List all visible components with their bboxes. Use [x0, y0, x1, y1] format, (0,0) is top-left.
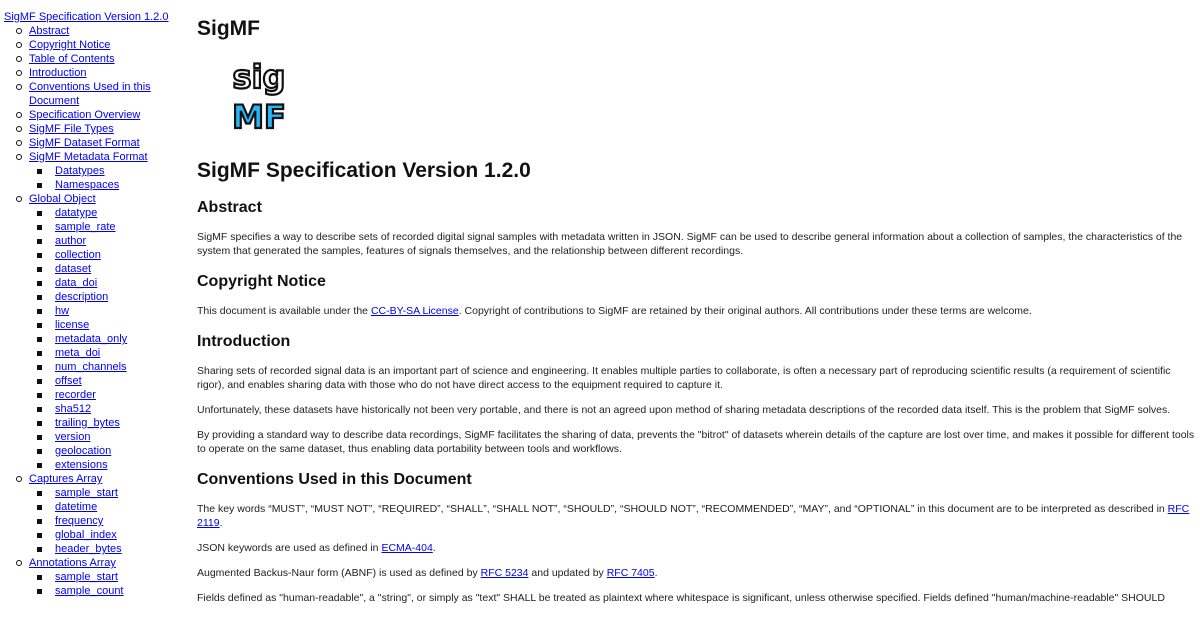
logo-text-bottom: MF: [232, 98, 286, 136]
toc-link[interactable]: Copyright Notice: [29, 39, 111, 51]
toc-subitem: [29, 388, 172, 402]
conventions-p3-end: .: [654, 567, 658, 579]
toc-sublink[interactable]: datatype: [55, 207, 98, 219]
rfc-2119-link[interactable]: RFC 2119: [197, 503, 1190, 529]
toc-subitem: [29, 164, 172, 178]
toc-item: [0, 136, 172, 150]
conventions-p2-end: .: [432, 542, 436, 554]
toc-link[interactable]: Global Object: [29, 193, 96, 205]
ecma-404-link[interactable]: ECMA-404: [381, 542, 433, 554]
table-of-contents-sidebar: [0, 0, 172, 600]
document-sections: [197, 196, 1200, 617]
section-conventions: [197, 468, 1200, 605]
toc-sublink[interactable]: author: [55, 235, 87, 247]
toc-sublink[interactable]: metadata_only: [55, 333, 128, 345]
copyright-paragraph: [197, 304, 1200, 318]
toc-subitem: [29, 332, 172, 346]
toc-subitem: [29, 262, 172, 276]
toc-link[interactable]: Abstract: [29, 25, 70, 37]
toc-sublink[interactable]: collection: [55, 249, 101, 261]
conventions-p1-end: .: [219, 517, 223, 529]
toc-item: [0, 108, 172, 122]
toc-sublist: [0, 570, 172, 598]
toc-subitem: [29, 374, 172, 388]
toc-link[interactable]: Captures Array: [29, 473, 103, 485]
toc-sublink[interactable]: offset: [55, 375, 82, 387]
toc-item: [0, 122, 172, 136]
toc-subitem: [29, 514, 172, 528]
section-copyright: [197, 270, 1200, 318]
toc-subitem: [29, 248, 172, 262]
toc-sublink[interactable]: license: [55, 319, 90, 331]
toc-subitem: [29, 234, 172, 248]
conventions-paragraph-1: [197, 502, 1200, 530]
toc-item: [0, 472, 172, 556]
toc-sublink[interactable]: extensions: [55, 459, 108, 471]
toc-item: [0, 38, 172, 52]
toc-link[interactable]: SigMF Metadata Format: [29, 151, 148, 163]
toc-link[interactable]: Specification Overview: [29, 109, 141, 121]
rfc-7405-link[interactable]: RFC 7405: [606, 567, 655, 579]
toc-sublink[interactable]: global_index: [55, 529, 117, 541]
toc-sublink[interactable]: sha512: [55, 403, 92, 415]
heading-introduction: Introduction: [197, 333, 291, 350]
toc-list: [0, 24, 172, 598]
toc-link[interactable]: Conventions Used in this Document: [29, 81, 151, 107]
toc-link[interactable]: Table of Contents: [29, 53, 115, 65]
toc-sublink[interactable]: header_bytes: [55, 543, 122, 555]
main-content: [197, 0, 1200, 604]
toc-sublink[interactable]: recorder: [55, 389, 96, 401]
toc-sublink[interactable]: sample_start: [55, 487, 118, 499]
toc-sublink[interactable]: Datatypes: [55, 165, 105, 177]
heading-conventions: Conventions Used in this Document: [197, 471, 472, 488]
toc-sublink[interactable]: dataset: [55, 263, 92, 275]
conventions-paragraph-4: Fields defined as "human-readable", a "string", or simply as "text" SHALL be treated as plaintext where whitespace is significant, unless otherwise specified. Fields defined "human/machine-readable" SHOULD: [197, 592, 1165, 604]
sigmf-logo: [219, 58, 299, 138]
toc-sublink[interactable]: frequency: [55, 515, 104, 527]
toc-link[interactable]: Introduction: [29, 67, 87, 79]
toc-sublink[interactable]: num_channels: [55, 361, 127, 373]
introduction-paragraph-1: Sharing sets of recorded signal data is an important part of science and engineering. It enables multiple parties to collaborate, is often a necessary part of reproducing scientific results (a requirement of scientific rigor), and enables sharing data with those who do not have direct access to the equipment required to capture it.: [197, 365, 1171, 391]
toc-item: [0, 150, 172, 192]
toc-subitem: [29, 542, 172, 556]
section-abstract: [197, 196, 1200, 258]
toc-sublink[interactable]: Namespaces: [55, 179, 120, 191]
section-introduction: [197, 330, 1200, 456]
toc-subitem: [29, 584, 172, 598]
toc-sublink[interactable]: description: [55, 291, 109, 303]
toc-subitem: [29, 402, 172, 416]
site-title: SigMF: [197, 17, 260, 40]
conventions-paragraph-3: [197, 566, 1200, 580]
toc-subitem: [29, 346, 172, 360]
toc-sublist: [0, 486, 172, 556]
toc-subitem: [29, 486, 172, 500]
toc-link[interactable]: Annotations Array: [29, 557, 116, 569]
toc-sublist: [0, 206, 172, 472]
toc-subitem: [29, 290, 172, 304]
document-title: SigMF Specification Version 1.2.0: [197, 159, 531, 182]
cc-by-sa-license-link[interactable]: CC-BY-SA License: [370, 305, 459, 317]
conventions-paragraph-2: [197, 541, 1200, 555]
toc-subitem: [29, 220, 172, 234]
toc-sublink[interactable]: datetime: [55, 501, 98, 513]
toc-subitem: [29, 318, 172, 332]
toc-sublink[interactable]: sample_start: [55, 571, 118, 583]
toc-item: [0, 556, 172, 598]
conventions-p2-text: JSON keywords are used as defined in: [197, 542, 382, 554]
toc-item: [0, 80, 172, 108]
toc-subitem: [29, 458, 172, 472]
copyright-text-post: . Copyright of contributions to SigMF are retained by their original authors. All contributions under these terms are welcome.: [458, 305, 1032, 317]
toc-sublink[interactable]: sample_rate: [55, 221, 116, 233]
toc-subitem: [29, 500, 172, 514]
toc-item: [0, 52, 172, 66]
conventions-p3-mid: and updated by: [528, 567, 607, 579]
toc-sublink[interactable]: geolocation: [55, 445, 112, 457]
logo-text-top: sig: [232, 58, 286, 96]
introduction-paragraph-2: Unfortunately, these datasets have historically not been very portable, and there is not an agreed upon method of sharing metadata descriptions of the recorded data itself. This is the problem that SigMF solves.: [197, 404, 1171, 416]
toc-subitem: [29, 206, 172, 220]
toc-sublink[interactable]: meta_doi: [55, 347, 101, 359]
toc-link-root[interactable]: SigMF Specification Version 1.2.0: [4, 11, 169, 23]
toc-subitem: [29, 570, 172, 584]
toc-item: [0, 24, 172, 38]
toc-sublink[interactable]: sample_count: [55, 585, 124, 597]
toc-sublink[interactable]: trailing_bytes: [55, 417, 120, 429]
toc-item: [0, 192, 172, 472]
toc-sublink[interactable]: data_doi: [55, 277, 98, 289]
conventions-p1-text: The key words “MUST”, “MUST NOT”, “REQUIRED”, “SHALL”, “SHALL NOT”, “SHOULD”, “SHOULD NOT”, “RECOMMENDED”, “MAY”, and “OPTIONAL” in this document are to be interpreted as described in: [197, 503, 1168, 515]
toc-subitem: [29, 360, 172, 374]
toc-subitem: [29, 444, 172, 458]
toc-sublink[interactable]: version: [55, 431, 91, 443]
toc-sublink[interactable]: hw: [55, 305, 70, 317]
toc-subitem: [29, 276, 172, 290]
toc-item: [0, 66, 172, 80]
rfc-5234-link[interactable]: RFC 5234: [480, 567, 529, 579]
toc-subitem: [29, 430, 172, 444]
copyright-text-pre: This document is available under the: [197, 305, 371, 317]
toc-link[interactable]: SigMF Dataset Format: [29, 137, 140, 149]
toc-subitem: [29, 416, 172, 430]
toc-subitem: [29, 178, 172, 192]
abstract-paragraph: SigMF specifies a way to describe sets of recorded digital signal samples with metadata written in JSON. SigMF can be used to describe general information about a collection of samples, the characteristics of the system that generated the samples, features of signals themselves, and the relationship between different recordings.: [197, 231, 1183, 257]
toc-subitem: [29, 304, 172, 318]
introduction-paragraph-3: By providing a standard way to describe data recordings, SigMF facilitates the sharing of data, prevents the "bitrot" of datasets wherein details of the capture are lost over time, and makes it possible for different tools to operate on the same dataset, thus enabling data portability between tools and workflows.: [197, 429, 1195, 455]
heading-abstract: Abstract: [197, 199, 262, 216]
toc-link[interactable]: SigMF File Types: [29, 123, 114, 135]
toc-subitem: [29, 528, 172, 542]
toc-sublist: [0, 164, 172, 192]
heading-copyright: Copyright Notice: [197, 273, 326, 290]
conventions-p3-text: Augmented Backus-Naur form (ABNF) is used as defined by: [197, 567, 481, 579]
